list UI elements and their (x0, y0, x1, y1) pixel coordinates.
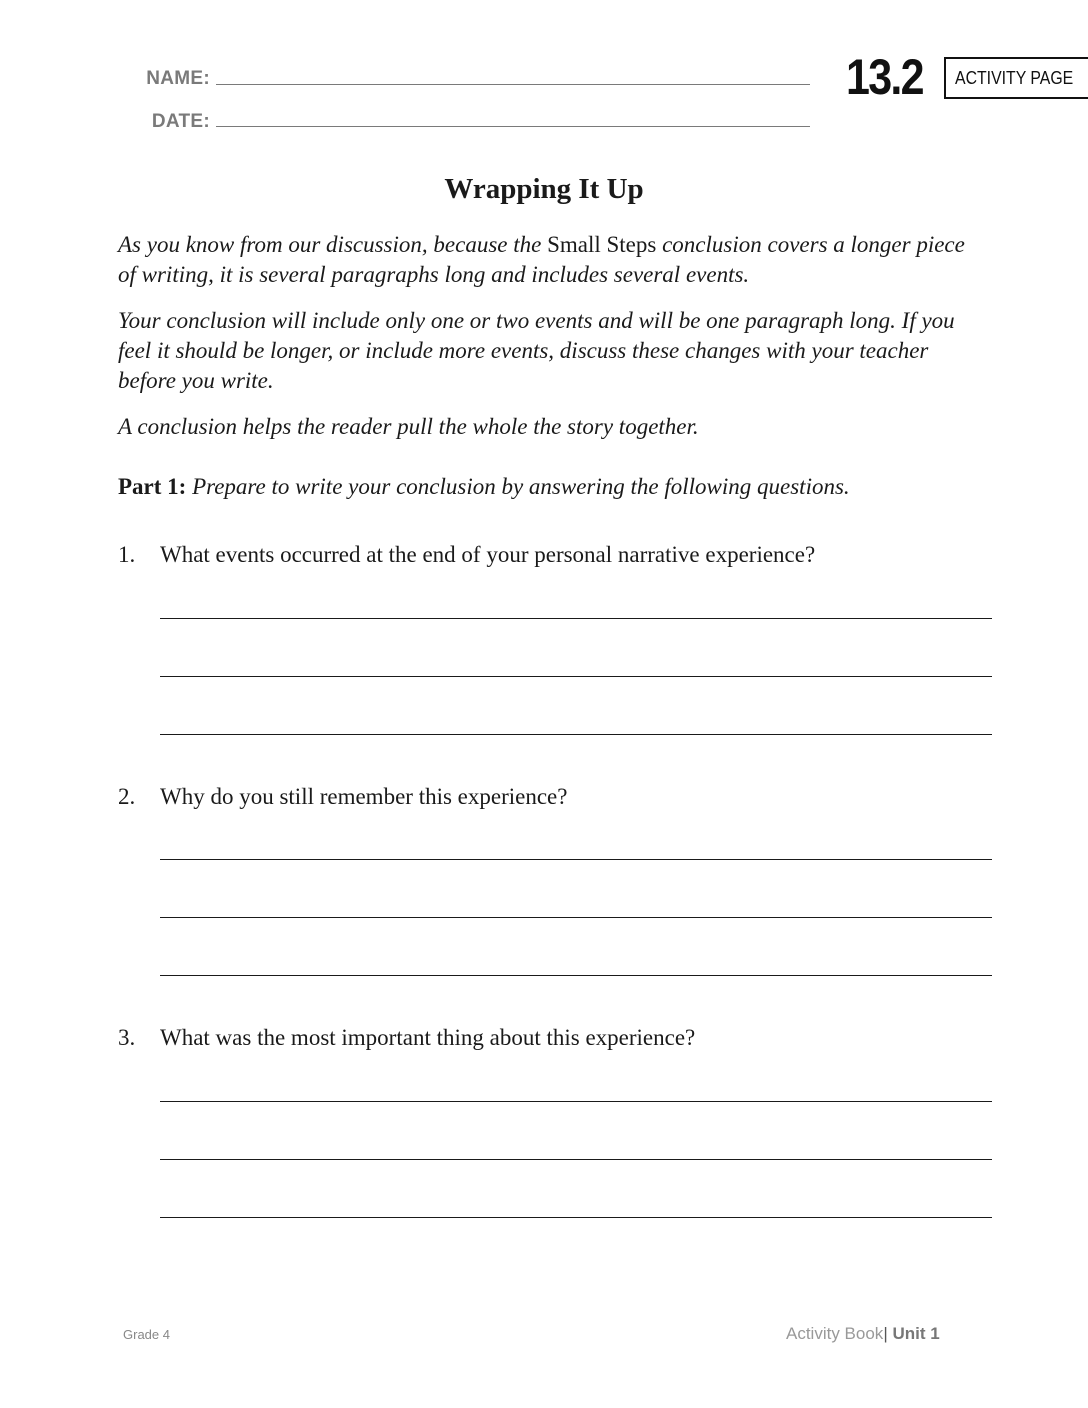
intro-p1-before: As you know from our discussion, because the (118, 232, 548, 257)
footer-book: Activity Book (786, 1324, 884, 1343)
footer-unit: Unit 1 (892, 1324, 940, 1343)
name-field[interactable] (216, 84, 810, 85)
answer-line[interactable] (160, 1101, 992, 1102)
activity-page-box (944, 57, 1088, 99)
part1-text: Prepare to write your conclusion by answering the following questions. (186, 474, 850, 499)
lesson-number: 13.2 (846, 49, 923, 105)
part1-instruction (118, 474, 850, 500)
intro-paragraph-3: A conclusion helps the reader pull the whole the story together. (118, 414, 699, 439)
footer-grade: Grade 4 (123, 1327, 170, 1342)
answer-line[interactable] (160, 1159, 992, 1160)
page-title: Wrapping It Up (444, 173, 644, 205)
answer-line[interactable] (160, 859, 992, 860)
activity-page-label: ACTIVITY PAGE (955, 68, 1074, 88)
footer-separator: | (883, 1324, 888, 1343)
answer-line[interactable] (160, 734, 992, 735)
question-2-text: Why do you still remember this experience? (160, 784, 568, 809)
book-title: Small Steps (547, 232, 657, 257)
question-1-number: 1. (118, 542, 136, 567)
question-2-number: 2. (118, 784, 136, 809)
part1-label: Part 1: (118, 474, 187, 499)
question-3-number: 3. (118, 1025, 136, 1050)
name-label: NAME: (146, 68, 210, 89)
answer-line[interactable] (160, 975, 992, 976)
date-field[interactable] (216, 126, 810, 127)
answer-line[interactable] (160, 618, 992, 619)
intro-paragraph-1 (118, 230, 988, 290)
question-3-text: What was the most important thing about this experience? (160, 1025, 696, 1050)
intro-p1-after: conclusion covers a longer piece of writing, it is several paragraphs long and includes several events. (118, 232, 965, 287)
date-label: DATE: (151, 111, 210, 132)
answer-line[interactable] (160, 917, 992, 918)
answer-line[interactable] (160, 676, 992, 677)
question-1-text: What events occurred at the end of your personal narrative experience? (160, 542, 816, 567)
footer-book-unit (786, 1324, 940, 1344)
answer-line[interactable] (160, 1217, 992, 1218)
intro-paragraph-2: Your conclusion will include only one or two events and will be one paragraph long. If you feel it should be longer, or include more events, discuss these changes with your teacher before you write. (118, 308, 955, 393)
